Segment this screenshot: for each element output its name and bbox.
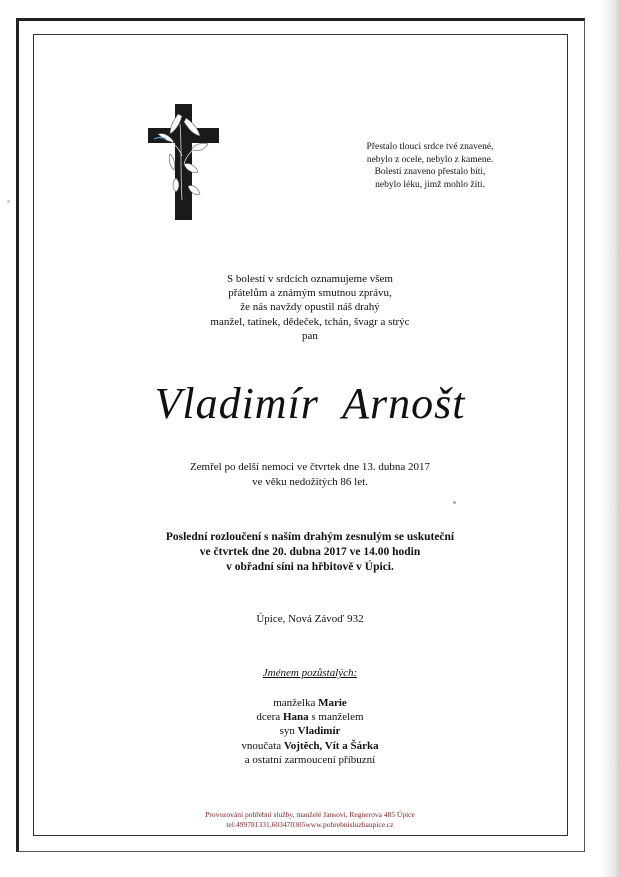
scan-speck (7, 200, 10, 203)
funeral-line: ve čtvrtek dne 20. dubna 2017 ve 14.00 hodin (199, 546, 421, 558)
poem-line: nebylo léku, jímž mohlo žíti. (375, 179, 485, 190)
family-member-wife: manželka Marie (273, 697, 347, 709)
family-member-grandchildren: vnoučata Vojtěch, Vít a Šárka (241, 739, 379, 752)
intro-line: manžel, tatínek, dědeček, tchán, švagr a strýc (210, 315, 410, 328)
footer-line: tel:499781331,603470305www.pohrebnisluzbaupice.cz (226, 820, 394, 829)
family-list (100, 696, 520, 767)
footer-line: Provozování pohřební služby, manželé Jansovi, Regnerova 485 Úpice (205, 810, 415, 819)
family-member-son: syn Vladimír (279, 725, 341, 738)
family-others: a ostatní zarmoucení příbuzní (244, 753, 376, 766)
on-behalf-label: Jménem pozůstalých: (262, 667, 358, 679)
on-behalf-heading (100, 666, 520, 680)
intro-line: S bolestí v srdcích oznamujeme všem (227, 273, 393, 285)
scan-edge-shadow (600, 0, 620, 877)
poem-line: Bolestí znaveno přestalo bíti, (374, 167, 486, 177)
poem-line: Přestalo tlouci srdce tvé znavené, (366, 142, 494, 152)
announcement-intro (100, 272, 520, 343)
funeral-details (100, 530, 520, 575)
family-address: Úpice, Nová Závoď 932 (256, 613, 364, 625)
intro-line: pan (302, 329, 318, 342)
cross-with-lilies-icon (140, 104, 225, 220)
memorial-poem (350, 141, 510, 191)
funeral-line: Poslední rozloučení s naším drahým zesnulým se uskuteční (165, 531, 455, 543)
funeral-line: v obřadní síni na hřbitově v Úpici. (226, 561, 394, 573)
family-member-daughter: dcera Hana s manželem (256, 711, 364, 724)
intro-line: že nás navždy opustil náš drahý (240, 301, 380, 314)
scan-speck (453, 501, 456, 504)
intro-line: přátelům a známým smutnou zprávu, (228, 287, 392, 300)
funeral-service-footer (100, 810, 520, 830)
death-line: ve věku nedožitých 86 let. (252, 475, 368, 488)
death-notice (100, 460, 520, 489)
death-line: Zemřel po delší nemoci ve čtvrtek dne 13. dubna 2017 (189, 461, 431, 473)
poem-line: nebylo z ocele, nebylo z kamene. (366, 154, 494, 165)
deceased-name: Vladimír Arnošt (154, 379, 466, 428)
